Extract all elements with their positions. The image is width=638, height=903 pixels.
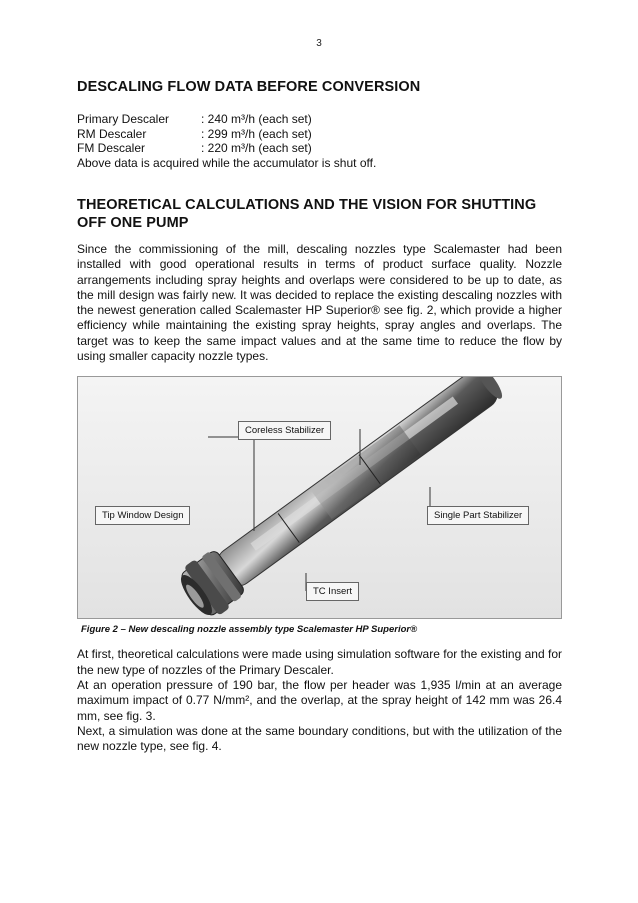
heading-line-2: OFF ONE PUMP xyxy=(77,215,189,231)
callout-coreless-stabilizer: Coreless Stabilizer xyxy=(238,421,331,440)
table-row xyxy=(77,127,562,142)
row-value: : 240 m³/h (each set) xyxy=(201,112,312,126)
heading-line-1: THEORETICAL CALCULATIONS AND THE VISION FOR SHUTTING xyxy=(77,197,537,213)
nozzle-figure xyxy=(77,376,562,619)
document-body xyxy=(77,78,562,754)
callout-single-part-stabilizer: Single Part Stabilizer xyxy=(427,506,529,525)
callout-tip-window-design: Tip Window Design xyxy=(95,506,190,525)
section-heading-descaling-flow: DESCALING FLOW DATA BEFORE CONVERSION xyxy=(77,79,421,95)
paragraph-theoretical-calculations: At first, theoretical calculations were made using simulation software for the existing and for the new type of nozzles of the Primary Descaler. xyxy=(77,647,562,677)
section-heading-theoretical xyxy=(77,196,562,232)
table-row xyxy=(77,141,562,156)
paragraph-next-simulation: Next, a simulation was done at the same boundary conditions, but with the utilization of the new nozzle type, see fig. 4. xyxy=(77,723,562,754)
row-label: Primary Descaler xyxy=(77,112,170,126)
row-label: FM Descaler xyxy=(77,141,146,155)
descaler-flow-table xyxy=(77,112,562,156)
paragraph-operation-pressure: At an operation pressure of 190 bar, the flow per header was 1,935 l/min at an average maximum impact of 0.77 N/mm², and the overlap, at the spray height of 142 mm was 26.4 mm, see fig. 3. xyxy=(77,677,562,723)
callout-tc-insert: TC Insert xyxy=(306,582,359,601)
row-label: RM Descaler xyxy=(77,126,147,141)
page-number: 3 xyxy=(316,38,322,49)
table-row xyxy=(77,112,562,127)
figure-caption: Figure 2 – New descaling nozzle assembly type Scalemaster HP Superior® xyxy=(81,624,418,636)
row-value: : 220 m³/h (each set) xyxy=(201,141,312,155)
accumulator-note: Above data is acquired while the accumulator is shut off. xyxy=(77,155,377,170)
paragraph-commissioning: Since the commissioning of the mill, descaling nozzles type Scalemaster had been installed with good operational results in terms of product surface quality. Nozzle arrangements including spray heights and overlaps were considered to be up to date, as the mill design was fairly new. It was decided to replace the existing descaling nozzles with the newest generation called Scalemaster HP Superior® see fig. 2, which provide a higher efficiency while maintaining the existing spray heights, spray angles and overlaps. The target was to keep the same impact values and at the same time to reduce the flow by using smaller capacity nozzle types. xyxy=(77,242,562,364)
row-value: : 299 m³/h (each set) xyxy=(201,126,312,141)
